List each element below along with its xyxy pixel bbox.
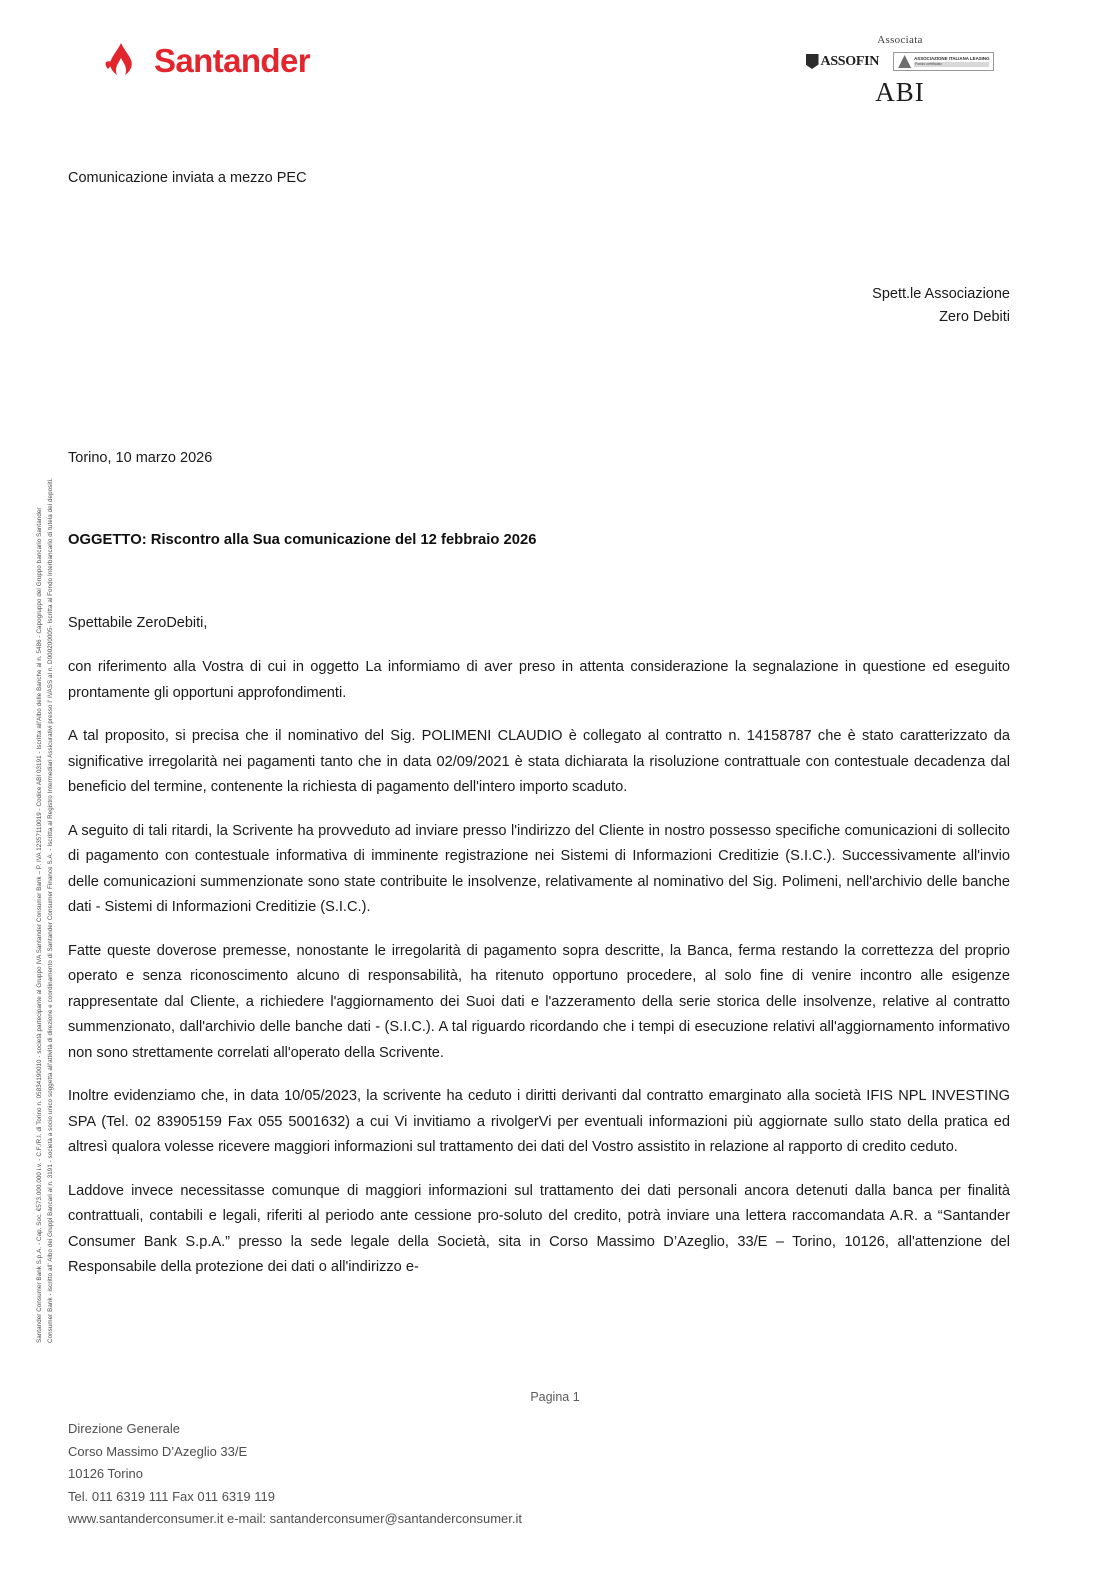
addressee-line-1: Spett.le Associazione — [872, 286, 1010, 302]
assofin-label: ASSOFIN — [820, 53, 880, 69]
assilea-sublabel: Fondo certificato — [914, 62, 989, 67]
abi-label: ABI — [875, 77, 925, 107]
vertical-legal-notice — [34, 93, 56, 1343]
santander-wordmark: Santander — [154, 42, 310, 79]
addressee-line-2: Zero Debiti — [939, 309, 1010, 325]
paragraph: Fatte queste doverose premesse, nonostante le irregolarità di pagamento sopra descritte, la Banca, ferma restando la correttezza del proprio operato e senza riconoscimento alcuno di responsabilità, ha ritenuto opportuno procedere, al solo fine di venire incontro alle esigenze rappresentate dal Cliente, a richiedere l'aggiornamento dei Suoi dati e l'azzeramento della serie storica delle insolvenze, relative al contratto summenzionato, dall'archivio delle banche dati - (S.I.C.). A tal riguardo ricordando che i tempi di esecuzione relativi all'aggiornamento informativo non sono strettamente correlati all'operato della Scrivente. — [68, 942, 1010, 1061]
santander-logo — [100, 40, 310, 82]
assilea-label: ASSOCIAZIONE ITALIANA LEASING — [914, 56, 990, 61]
footer-line: 10126 Torino — [68, 1466, 143, 1481]
addressee-block — [872, 283, 1010, 329]
paragraph: Laddove invece necessitasse comunque di maggiori informazioni sul trattamento dei dati personali ancora detenuti dalla banca per finalità contrattuali, contabili e legali, riferiti al periodo ante cessione pro-soluto del credito, potrà inviare una lettera raccomandata A.R. a “Santander Consumer Bank S.p.A.” presso la sede legale della Società, sita in Corso Massimo D’Azeglio, 33/E – Torino, 10126, all'attenzione del Responsabile della protezione dei dati o all'indirizzo e- — [68, 1182, 1010, 1275]
footer-line: Tel. 011 6319 111 Fax 011 6319 119 — [68, 1488, 275, 1504]
assofin-logo — [806, 54, 880, 70]
vertical-legal-line-2: Consumer Bank - iscritto all' Albo dei Gruppi Bancari al n. 3191 - società a socio unico soggetta all'attività di direzione e coordinamento di Santander Consumer Finance S.A. - Iscritta al Registro Intermediari Assicurativi presso l' IVASS al n. D000200005- Iscritta al Fondo Interbancario di tutela dei depositi. — [47, 478, 54, 1343]
paragraph: con riferimento alla Vostra di cui in oggetto La informiamo di aver preso in attenta considerazione la segnalazione in questione ed eseguito prontamente gli opportuni approfondimenti. — [68, 659, 1010, 701]
footer-line: Corso Massimo D’Azeglio 33/E — [68, 1443, 248, 1459]
assofin-shield-icon — [806, 54, 819, 69]
delivery-note: Comunicazione inviata a mezzo PEC — [68, 170, 307, 186]
assilea-triangle-icon — [898, 55, 911, 68]
santander-flame-icon — [100, 40, 142, 82]
footer-address-block — [68, 1418, 522, 1531]
letter-paragraphs — [68, 655, 1010, 1299]
page-number: Pagina 1 — [530, 1390, 580, 1404]
paragraph: A tal proposito, si precisa che il nominativo del Sig. POLIMENI CLAUDIO è collegato al contratto n. 14158787 che è stato caratterizzato da significative irregolarità nei pagamenti tanto che in data 02/09/2021 è stata dichiarata la risoluzione contrattuale con contestuale decadenza dal beneficio del termine, contenente la richiesta di pagamento dell'intero importo scaduto. — [68, 728, 1010, 795]
paragraph: A seguito di tali ritardi, la Scrivente ha provveduto ad inviare presso l'indirizzo del Cliente in nostro possesso specifiche comunicazioni di sollecito di pagamento con contestuale informativa di imminente registrazione nei Sistemi di Informazioni Creditizie (S.I.C.). Successivamente all'invio delle comunicazioni summenzionate sono state contribuite le insolvenze, relativamente al nominativo del Sig. Polimeni, nell'archivio delle banche dati - Sistemi di Informazioni Creditizie (S.I.C.). — [68, 822, 1010, 915]
subject-line: OGGETTO: Riscontro alla Sua comunicazione del 12 febbraio 2026 — [68, 532, 537, 548]
letterhead — [0, 0, 1110, 150]
paragraph: Inoltre evidenziamo che, in data 10/05/2023, la scrivente ha ceduto i diritti derivanti dal contratto emarginato alla società IFIS NPL INVESTING SPA (Tel. 02 83905159 Fax 055 5001632) a cui Vi invitiamo a rivolgerVi per eventuali informazioni più aggiornate sullo stato della pratica ed altresì qualora volesse ricevere maggiori informazioni sul trattamento dei dati del Vostro assistito in relazione al rapporto di credito ceduto. — [68, 1088, 1010, 1155]
association-title: Associata — [877, 34, 923, 46]
salutation: Spettabile ZeroDebiti, — [68, 615, 208, 631]
footer-contact-line: www.santanderconsumer.it e-mail: santanderconsumer@santanderconsumer.it — [68, 1511, 522, 1526]
place-and-date: Torino, 10 marzo 2026 — [68, 450, 213, 466]
association-marks — [785, 34, 1015, 108]
footer-line: Direzione Generale — [68, 1421, 181, 1436]
vertical-legal-line-1: Santander Consumer Bank S.p.A. - Cap. Soc. €573.000.000 i.v. - C.F./R.I. di Torino n. 05834190010 - società partecipante al Gruppo IVA Santander Consumer Bank – P. IVA 12357110019 - Codice ABI 03191 - Iscritta all'Albo delle Banche al n. 5486 - Capogruppo del Gruppo bancario Santander — [36, 507, 43, 1343]
assilea-logo — [893, 52, 994, 71]
